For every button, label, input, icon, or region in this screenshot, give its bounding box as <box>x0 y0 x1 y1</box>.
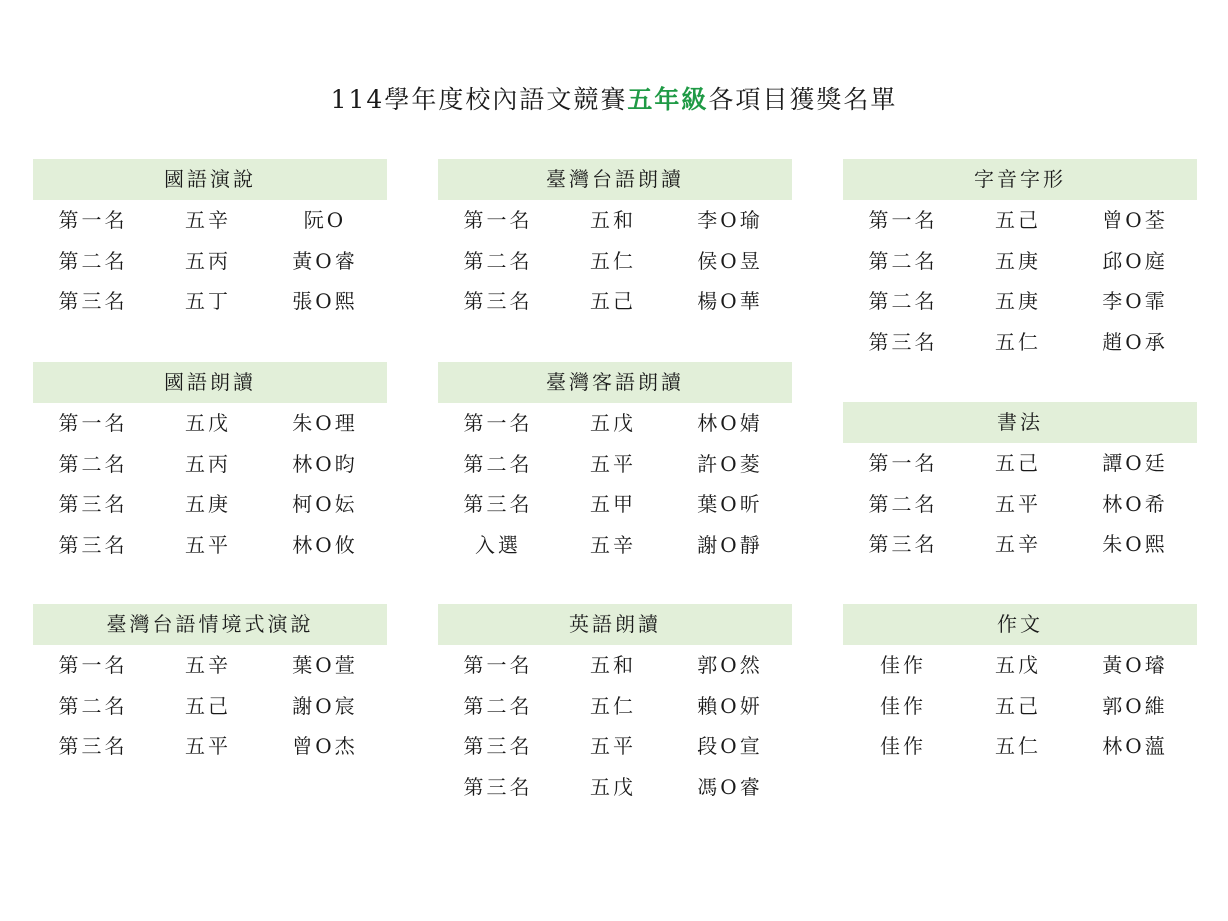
section-header: 國語朗讀 <box>33 362 387 403</box>
student-name: 趙O承 <box>1102 329 1168 354</box>
award-row <box>843 686 1197 727</box>
award-row <box>438 444 792 485</box>
award-section <box>438 159 792 322</box>
award-row <box>843 322 1197 363</box>
award-rank: 第二名 <box>58 693 128 718</box>
award-row <box>438 200 792 241</box>
award-rank: 第一名 <box>868 208 938 232</box>
award-row <box>438 767 792 808</box>
student-name: 林O薀 <box>1102 734 1168 758</box>
award-row <box>438 525 792 566</box>
award-section <box>33 362 387 565</box>
award-rank: 佳作 <box>880 653 926 677</box>
student-class: 五己 <box>185 693 231 718</box>
student-class: 五辛 <box>185 208 231 232</box>
student-name: 朱O理 <box>292 411 358 435</box>
award-row <box>438 726 792 767</box>
award-section <box>33 604 387 767</box>
award-rank: 第三名 <box>463 492 533 516</box>
award-row <box>33 484 387 525</box>
student-name: 謝O宸 <box>292 693 358 718</box>
award-row <box>33 686 387 727</box>
page-title <box>0 82 1228 118</box>
student-class: 五平 <box>590 451 636 476</box>
award-section <box>843 159 1197 362</box>
student-class: 五甲 <box>590 492 636 516</box>
student-name: 葉O昕 <box>697 492 763 516</box>
section-header: 臺灣客語朗讀 <box>438 362 792 403</box>
student-name: 曾O荃 <box>1102 208 1168 232</box>
student-name: 譚O廷 <box>1102 451 1168 475</box>
student-class: 五己 <box>995 693 1041 718</box>
section-header: 英語朗讀 <box>438 604 792 645</box>
award-row <box>843 443 1197 484</box>
award-rank: 第一名 <box>868 451 938 475</box>
student-name: 郭O維 <box>1102 693 1168 718</box>
student-name: 黃O璿 <box>1102 653 1168 677</box>
award-rank: 第三名 <box>868 329 938 354</box>
award-section <box>438 362 792 565</box>
award-rank: 第一名 <box>463 411 533 435</box>
award-row <box>33 241 387 282</box>
student-class: 五戊 <box>590 411 636 435</box>
award-row <box>843 726 1197 767</box>
award-rank: 第三名 <box>868 532 938 556</box>
section-header: 臺灣台語朗讀 <box>438 159 792 200</box>
student-class: 五平 <box>185 532 231 557</box>
student-name: 段O宣 <box>697 734 763 758</box>
award-rank: 第二名 <box>58 248 128 273</box>
student-name: 賴O妍 <box>697 693 763 718</box>
award-row <box>33 444 387 485</box>
student-class: 五辛 <box>590 532 636 557</box>
award-row <box>33 726 387 767</box>
student-name: 黃O睿 <box>292 248 358 273</box>
student-class: 五丙 <box>185 248 231 273</box>
student-name: 郭O然 <box>697 653 763 677</box>
student-name: 許O菱 <box>697 451 763 476</box>
student-class: 五庚 <box>185 492 231 516</box>
student-name: 柯O妘 <box>292 492 358 516</box>
student-class: 五戊 <box>995 653 1041 677</box>
student-name: 張O熙 <box>292 289 358 313</box>
student-class: 五平 <box>590 734 636 758</box>
award-row <box>843 200 1197 241</box>
award-rank: 佳作 <box>880 734 926 758</box>
award-rank: 第一名 <box>58 411 128 435</box>
title-highlight: 五年級 <box>627 85 709 114</box>
student-class: 五仁 <box>995 329 1041 354</box>
student-class: 五仁 <box>590 693 636 718</box>
student-name: 林O昀 <box>292 451 358 476</box>
award-row <box>438 241 792 282</box>
award-row <box>843 524 1197 565</box>
student-name: 阮O <box>303 208 347 232</box>
student-class: 五仁 <box>995 734 1041 758</box>
award-rank: 第三名 <box>463 734 533 758</box>
award-rank: 第三名 <box>58 492 128 516</box>
award-row <box>843 241 1197 282</box>
award-rank: 第三名 <box>58 734 128 758</box>
award-rank: 第二名 <box>463 693 533 718</box>
award-rank: 佳作 <box>880 693 926 718</box>
award-row <box>33 403 387 444</box>
award-row <box>438 645 792 686</box>
student-class: 五辛 <box>185 653 231 677</box>
student-name: 曾O杰 <box>292 734 358 758</box>
award-section <box>438 604 792 807</box>
title-prefix: 114學年度校內語文競賽 <box>330 85 628 114</box>
award-row <box>438 686 792 727</box>
student-class: 五仁 <box>590 248 636 273</box>
section-header: 臺灣台語情境式演說 <box>33 604 387 645</box>
award-rank: 第一名 <box>58 653 128 677</box>
student-name: 馮O睿 <box>697 774 763 799</box>
award-rank: 第一名 <box>58 208 128 232</box>
section-header: 國語演說 <box>33 159 387 200</box>
title-suffix: 各項目獲獎名單 <box>708 85 898 114</box>
award-row <box>438 484 792 525</box>
section-header: 作文 <box>843 604 1197 645</box>
student-class: 五戊 <box>590 774 636 799</box>
student-name: 楊O華 <box>697 289 763 313</box>
award-section <box>843 604 1197 767</box>
award-row <box>438 403 792 444</box>
student-name: 葉O萱 <box>292 653 358 677</box>
award-row <box>33 645 387 686</box>
award-rank: 第二名 <box>868 491 938 516</box>
student-class: 五丙 <box>185 451 231 476</box>
award-rank: 第二名 <box>868 248 938 273</box>
award-row <box>843 645 1197 686</box>
award-row <box>33 281 387 322</box>
student-name: 邱O庭 <box>1102 248 1168 273</box>
award-row <box>438 281 792 322</box>
award-row <box>33 525 387 566</box>
student-class: 五庚 <box>995 289 1041 313</box>
student-class: 五辛 <box>995 532 1041 556</box>
section-header: 書法 <box>843 402 1197 443</box>
award-rank: 第二名 <box>58 451 128 476</box>
student-class: 五戊 <box>185 411 231 435</box>
award-rank: 第一名 <box>463 653 533 677</box>
student-class: 五平 <box>185 734 231 758</box>
award-rank: 第三名 <box>463 289 533 313</box>
student-name: 林O婧 <box>697 411 763 435</box>
award-section <box>843 402 1197 565</box>
student-class: 五庚 <box>995 248 1041 273</box>
student-name: 林O攸 <box>292 532 358 557</box>
student-class: 五和 <box>590 208 636 232</box>
student-class: 五己 <box>995 451 1041 475</box>
student-name: 朱O熙 <box>1102 532 1168 556</box>
award-rank: 入選 <box>475 532 521 557</box>
award-rank: 第三名 <box>463 774 533 799</box>
student-class: 五丁 <box>185 289 231 313</box>
student-class: 五和 <box>590 653 636 677</box>
section-header: 字音字形 <box>843 159 1197 200</box>
award-rank: 第二名 <box>463 451 533 476</box>
award-rank: 第二名 <box>463 248 533 273</box>
award-section <box>33 159 387 322</box>
award-row <box>843 484 1197 525</box>
student-name: 李O瑜 <box>697 208 763 232</box>
award-row <box>843 281 1197 322</box>
student-name: 謝O靜 <box>697 532 763 557</box>
student-name: 林O希 <box>1102 491 1168 516</box>
student-class: 五己 <box>590 289 636 313</box>
student-class: 五己 <box>995 208 1041 232</box>
award-rank: 第三名 <box>58 289 128 313</box>
student-name: 侯O昱 <box>697 248 763 273</box>
award-rank: 第一名 <box>463 208 533 232</box>
student-class: 五平 <box>995 491 1041 516</box>
award-rank: 第三名 <box>58 532 128 557</box>
student-name: 李O霏 <box>1102 289 1168 313</box>
award-row <box>33 200 387 241</box>
award-rank: 第二名 <box>868 289 938 313</box>
